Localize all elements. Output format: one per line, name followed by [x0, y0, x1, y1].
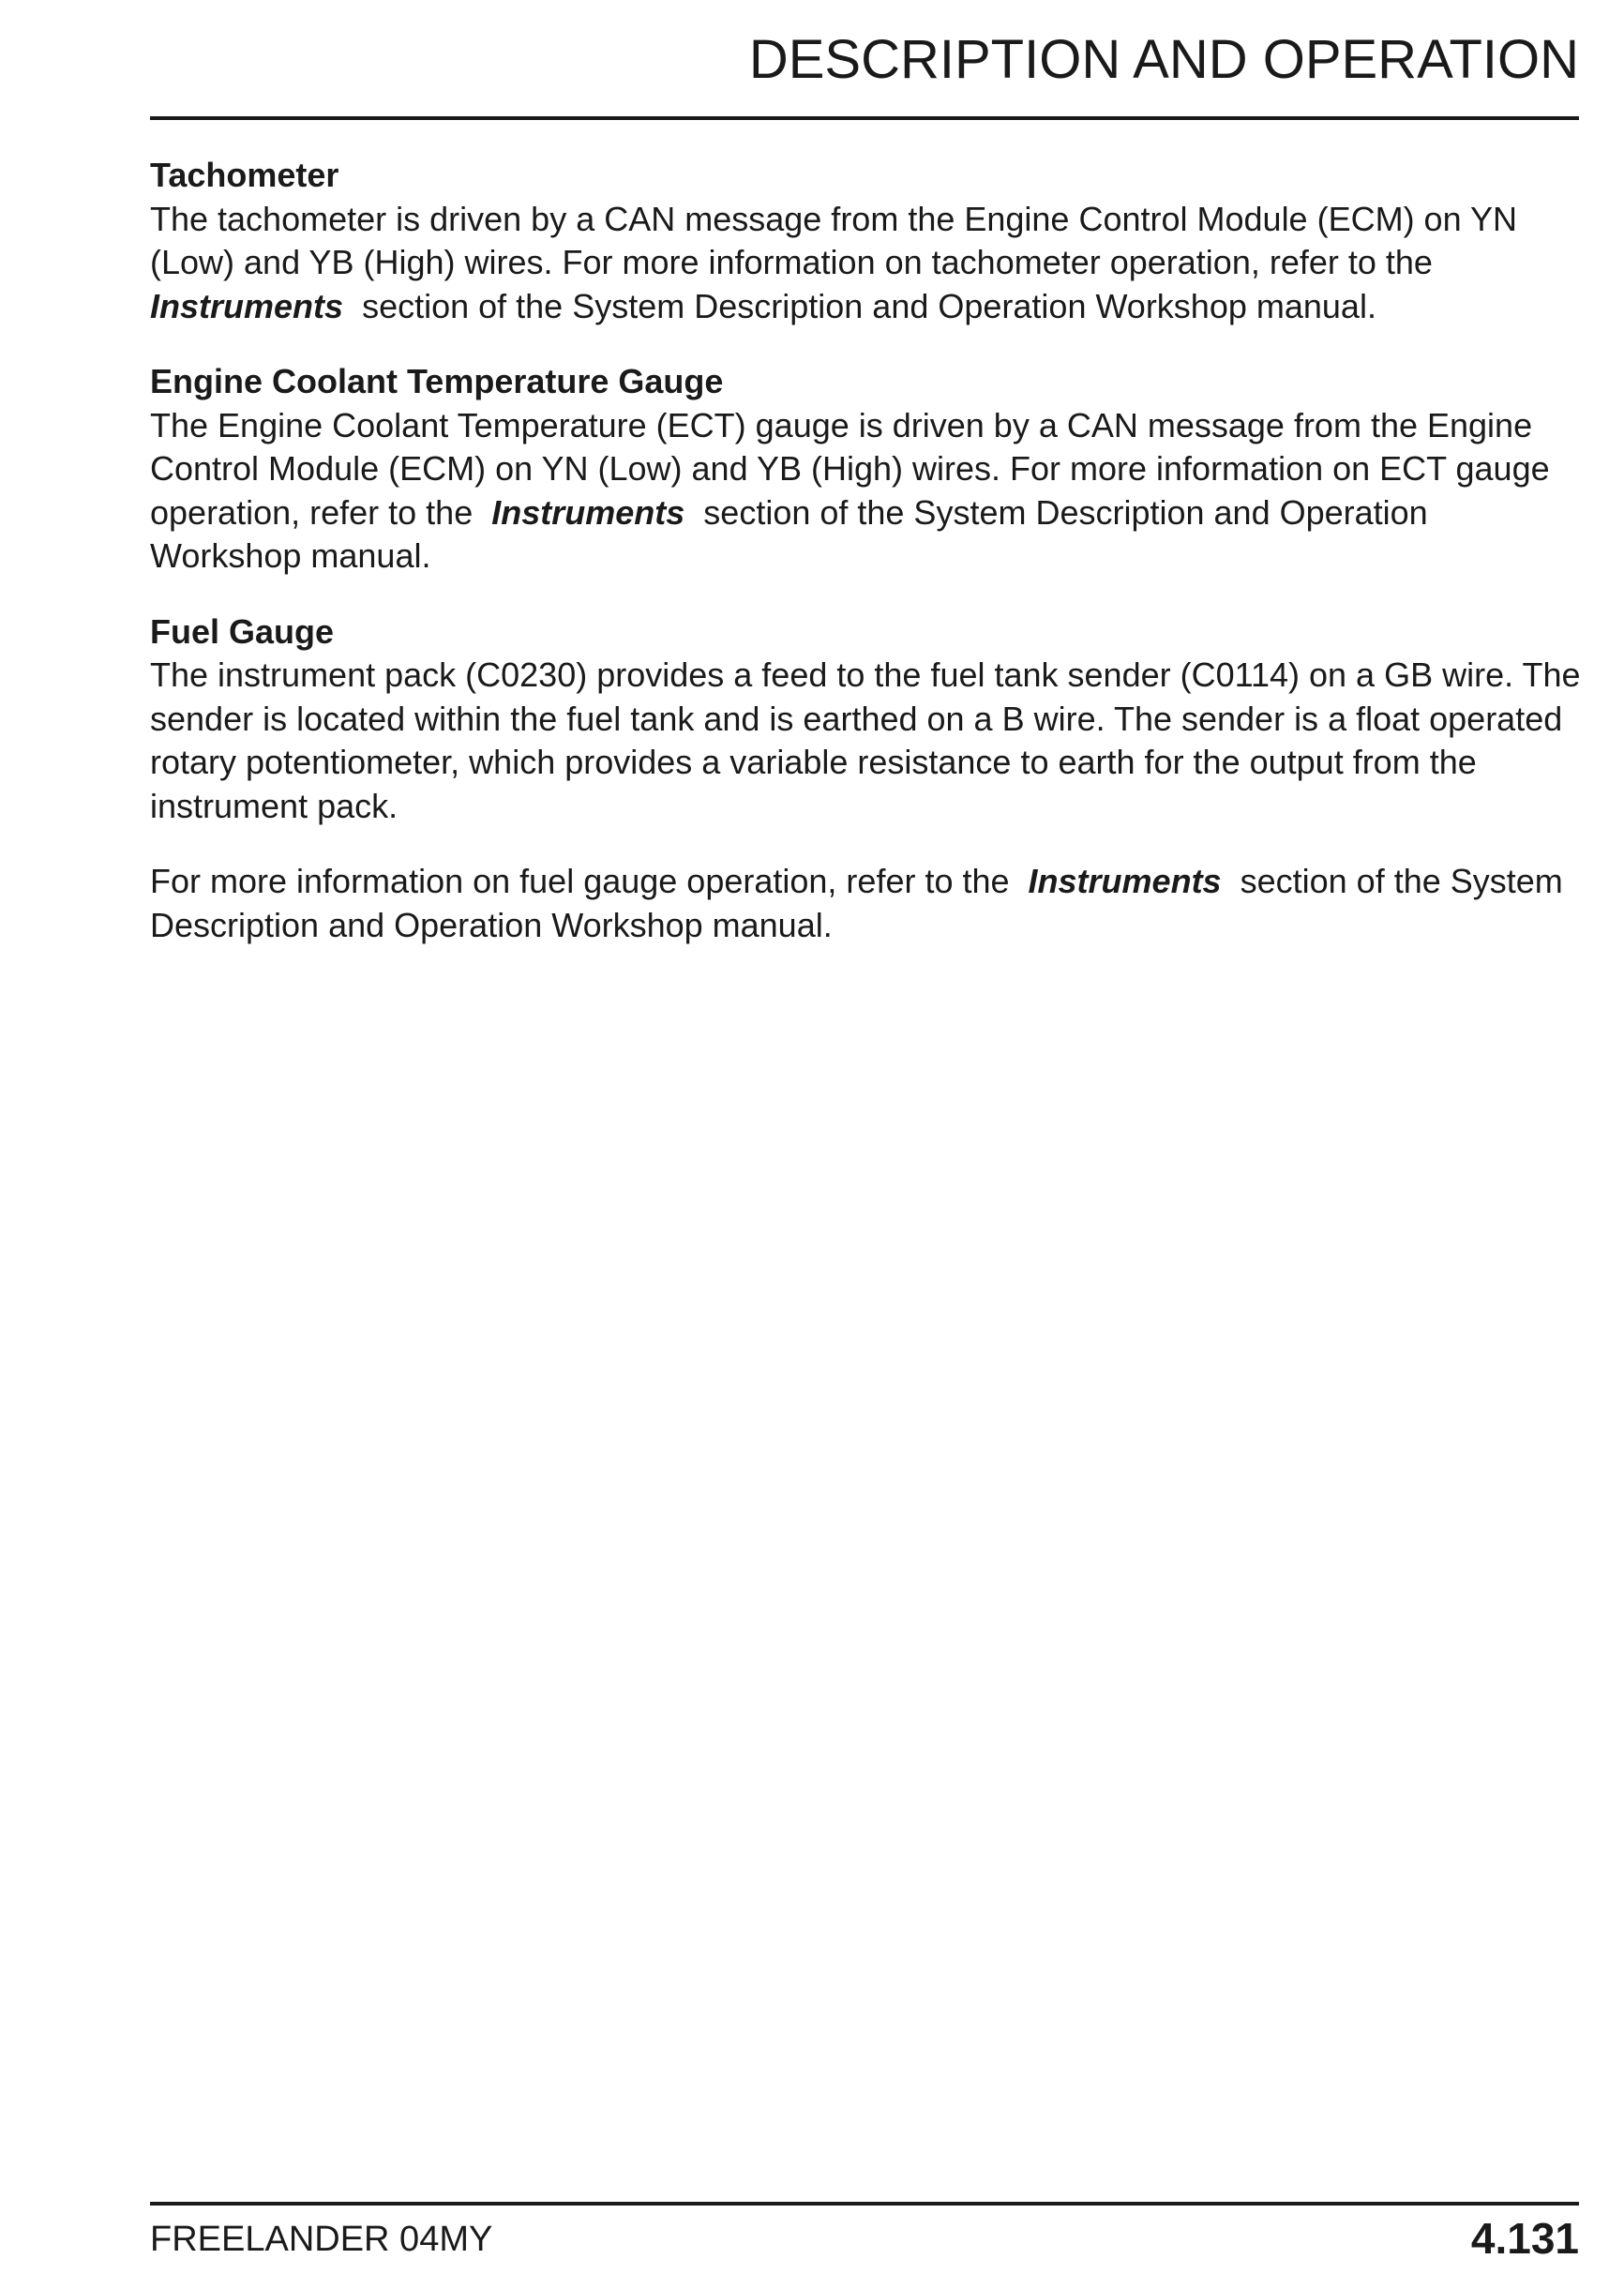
- section-paragraph: [150, 404, 1585, 579]
- paragraph-text: The Engine Coolant Temperature (ECT) gauge is driven by a CAN message from the Engine Control Module (ECM) on YN (Low) and YB (High) wires. For more information on ECT gauge operation, refer to the: [150, 405, 1550, 532]
- section-tachometer: [150, 154, 1585, 328]
- instruments-reference: Instruments: [150, 286, 344, 325]
- section-heading: Engine Coolant Temperature Gauge: [150, 362, 724, 400]
- paragraph-text: section of the System Description and Operation Workshop manual.: [362, 286, 1376, 325]
- section-paragraph: [150, 860, 1585, 947]
- instruments-reference: Instruments: [1028, 862, 1222, 900]
- instruments-reference: Instruments: [491, 492, 685, 532]
- section-paragraph: [150, 198, 1585, 329]
- footer-divider: [150, 2202, 1579, 2206]
- page-number: 4.131: [1470, 2214, 1579, 2263]
- paragraph-text: For more information on fuel gauge operation, refer to the: [150, 862, 1010, 900]
- section-paragraph: The instrument pack (C0230) provides a feed to the fuel tank sender (C0114) on a GB wire. The sender is located within the fuel tank and is earthed on a B wire. The sender is a float operated rotary potentiometer, which provides a variable resistance to earth for the output from the instrument pack.: [150, 655, 1581, 825]
- header-divider: [150, 116, 1579, 120]
- document-body: [150, 154, 1585, 979]
- section-fuel-gauge: [150, 610, 1585, 948]
- footer-model: FREELANDER 04MY: [150, 2220, 493, 2259]
- page-header-title: DESCRIPTION AND OPERATION: [748, 29, 1579, 90]
- paragraph-text: section of the System Description and Operation Workshop manual.: [150, 492, 1428, 575]
- section-heading: Fuel Gauge: [150, 611, 335, 651]
- paragraph-text: The tachometer is driven by a CAN message from the Engine Control Module (ECM) on YN (Low) and YB (High) wires. For more information on tachometer operation, refer to the: [150, 199, 1517, 281]
- section-engine-coolant-temperature-gauge: [150, 360, 1585, 579]
- section-heading: Tachometer: [150, 156, 339, 194]
- paragraph-text: section of the System Description and Operation Workshop manual.: [150, 862, 1563, 944]
